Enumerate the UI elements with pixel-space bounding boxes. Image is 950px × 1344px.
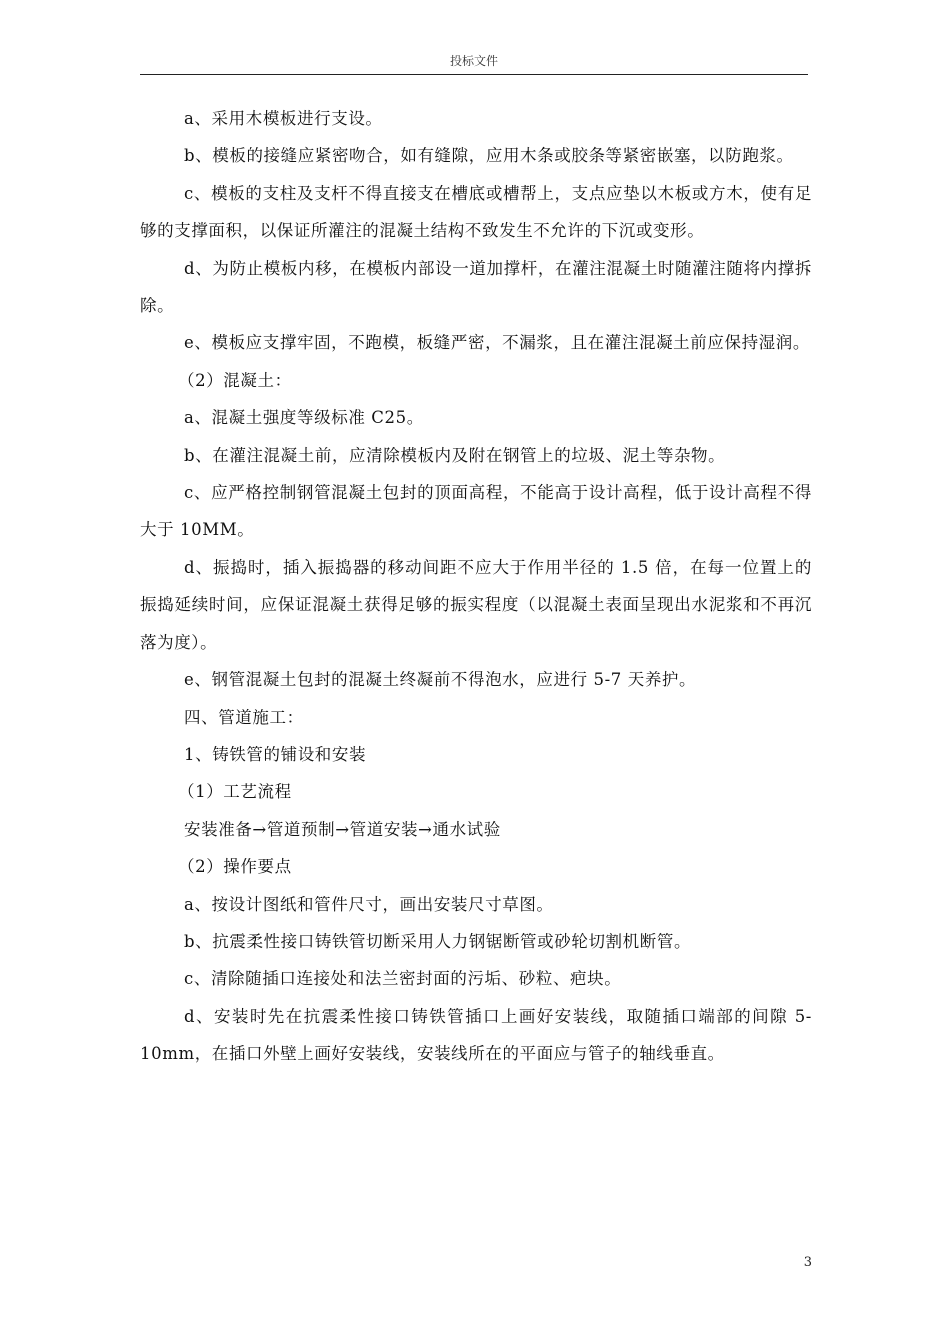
paragraph: e、钢管混凝土包封的混凝土终凝前不得泡水，应进行 5-7 天养护。 <box>184 670 697 690</box>
paragraph: b、模板的接缝应紧密吻合，如有缝隙，应用木条或胶条等紧密嵌塞，以防跑浆。 <box>184 146 794 166</box>
document-body <box>140 100 812 1073</box>
paragraph: d、为防止模板内移，在模板内部设一道加撑杆，在灌注混凝土时随灌注随将内撑拆除。 <box>140 258 812 316</box>
paragraph: a、按设计图纸和管件尺寸，画出安装尺寸草图。 <box>184 894 554 914</box>
paragraph: a、混凝土强度等级标准 C25。 <box>184 408 424 428</box>
header-title: 投标文件 <box>449 54 498 68</box>
paragraph: c、应严格控制钢管混凝土包封的顶面高程，不能高于设计高程，低于设计高程不得大于 10MM。 <box>140 483 812 540</box>
paragraph: c、清除随插口连接处和法兰密封面的污垢、砂粒、疤块。 <box>184 969 622 989</box>
paragraph: d、振捣时，插入振捣器的移动间距不应大于作用半径的 1.5 倍，在每一位置上的振捣延续时间，应保证混凝土获得足够的振实程度（以混凝土表面呈现出水泥浆和不再沉落为度）。 <box>140 557 812 652</box>
paragraph: b、抗震柔性接口铸铁管切断采用人力钢锯断管或砂轮切割机断管。 <box>184 931 692 951</box>
paragraph: d、安装时先在抗震柔性接口铸铁管插口上画好安装线，取随插口端部的间隙 5-10mm，在插口外壁上画好安装线，安装线所在的平面应与管子的轴线垂直。 <box>140 1006 812 1064</box>
section-heading: （2）操作要点 <box>178 857 292 877</box>
section-heading: 四、管道施工： <box>184 707 304 727</box>
page-number: 3 <box>803 1255 812 1270</box>
section-heading: （1）工艺流程 <box>178 782 292 802</box>
paragraph: 安装准备→管道预制→管道安装→通水试验 <box>184 819 501 839</box>
section-heading: （2）混凝土： <box>178 370 292 390</box>
paragraph: a、采用木模板进行支设。 <box>184 109 383 128</box>
page-header <box>140 54 808 75</box>
paragraph: e、模板应支撑牢固，不跑模，板缝严密，不漏浆，且在灌注混凝土前应保持湿润。 <box>184 333 810 353</box>
section-heading: 1、铸铁管的铺设和安装 <box>184 744 367 764</box>
paragraph: b、在灌注混凝土前，应清除模板内及附在钢管上的垃圾、泥土等杂物。 <box>184 445 726 465</box>
paragraph: c、模板的支柱及支杆不得直接支在槽底或槽帮上，支点应垫以木板或方木，使有足够的支撑面积，以保证所灌注的混凝土结构不致发生不允许的下沉或变形。 <box>140 183 812 241</box>
